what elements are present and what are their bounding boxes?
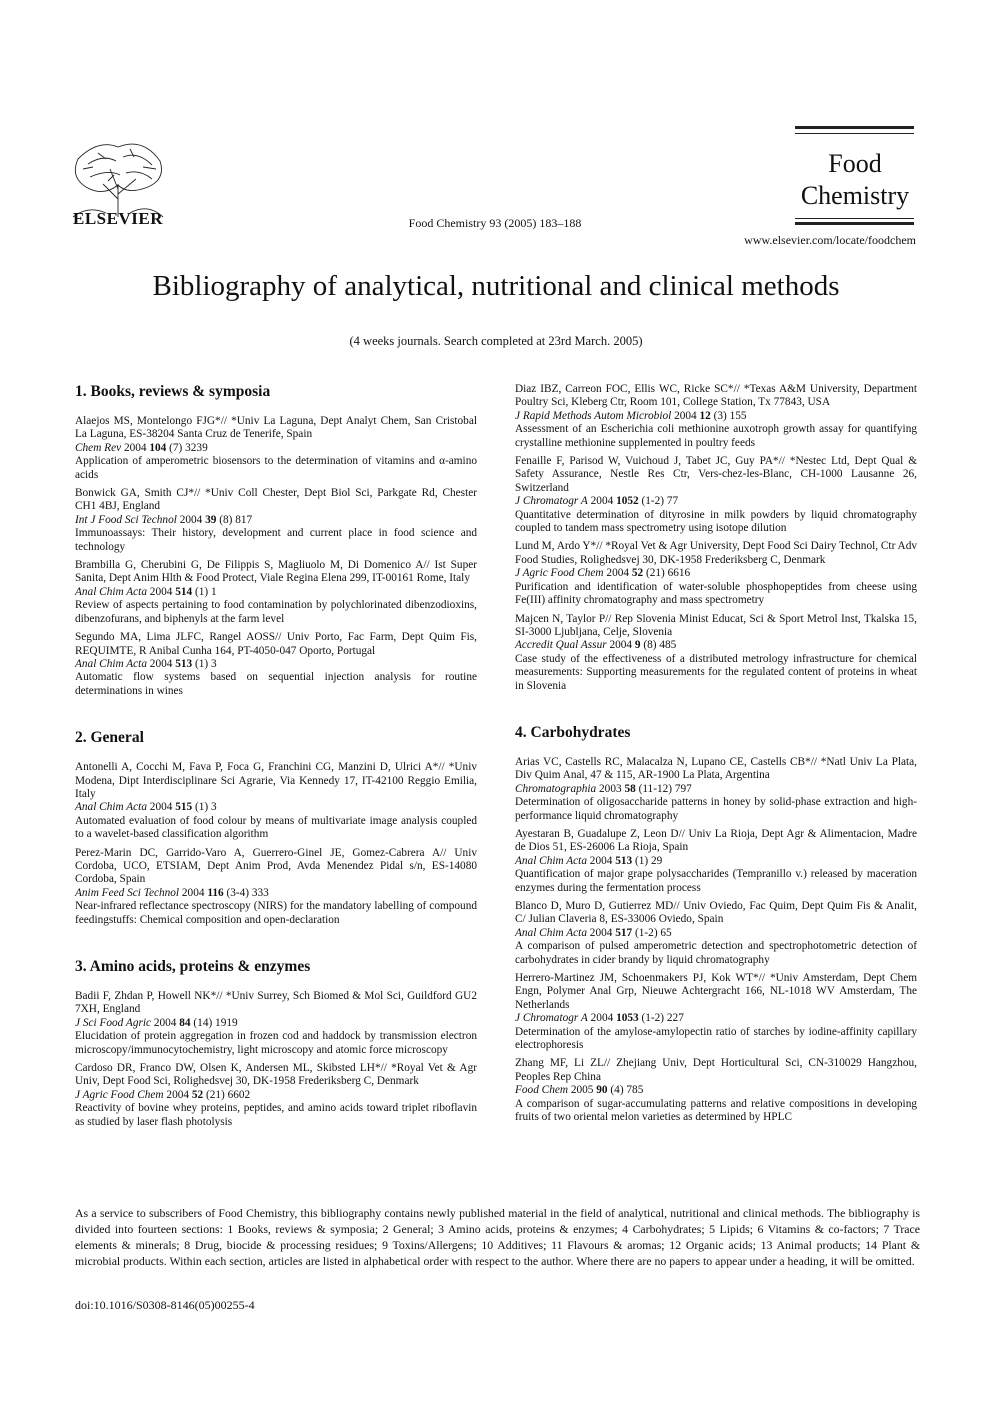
entry-volume: 517	[615, 926, 633, 939]
entry-pages: (14) 1919	[193, 1016, 238, 1029]
entry-volume: 58	[624, 782, 636, 795]
entry-journal: Anal Chim Acta	[75, 801, 147, 814]
entry-volume: 84	[179, 1016, 191, 1029]
entry-authors: Badii F, Zhdan P, Howell NK*// *Univ Surrey, Sch Biomed & Mol Sci, Guildford GU2 7XH, England	[75, 990, 477, 1016]
entry-journal: Anal Chim Acta	[515, 854, 587, 867]
entry-year: 2004	[149, 801, 173, 814]
entry-year: 2004	[609, 639, 633, 652]
title-rule-bottom-thin	[795, 218, 914, 219]
entry-journal: J Chromatogr A	[515, 1012, 588, 1025]
journal-title-line2: Chemistry	[800, 181, 910, 210]
entry-journal: Chromatographia	[515, 782, 597, 795]
entry-title: Quantitative determination of dityrosine in milk powders by liquid chromatography coupled to tandem mass spectrometry using isotope dilution	[515, 508, 917, 535]
entry-authors: Perez-Marin DC, Garrido-Varo A, Guerrero-Ginel JE, Gomez-Cabrera A// Univ Cordoba, UCO, ETSIAM, Dept Anim Prod, Avda Menendez Pidal s/n, ES-14080 Cordoba, Spain	[75, 846, 477, 886]
entry-year: 2004	[589, 926, 613, 939]
bibliography-entry	[75, 559, 477, 626]
entry-journal: J Sci Food Agric	[75, 1016, 152, 1029]
section-title: 1. Books, reviews & symposia	[75, 383, 271, 400]
entry-citation	[75, 514, 477, 527]
bibliography-entry	[75, 847, 477, 927]
entry-title: Automated evaluation of food colour by means of multivariate image analysis coupled to a wavelet-based classification algorithm	[75, 814, 477, 841]
entry-pages: (21) 6602	[205, 1088, 251, 1101]
bibliography-entry	[75, 415, 477, 482]
bibliography-entry	[515, 756, 917, 823]
bibliography-entry	[515, 972, 917, 1052]
entry-volume: 12	[699, 409, 711, 422]
entry-pages: (4) 785	[610, 1084, 644, 1097]
entry-pages: (3) 155	[713, 409, 747, 422]
entry-volume: 513	[615, 854, 633, 867]
entry-authors: Diaz IBZ, Carreon FOC, Ellis WC, Ricke SC*// *Texas A&M University, Department Poultry Sci, Kleberg Ctr, Room 101, College Station, Tx 77843, USA	[515, 383, 917, 409]
entry-pages: (1) 29	[635, 854, 663, 867]
doi-link[interactable]: doi:10.1016/S0308-8146(05)00255-4	[75, 1298, 255, 1312]
entry-volume: 90	[596, 1084, 608, 1097]
entry-pages: (21) 6616	[645, 567, 691, 580]
entry-year: 2004	[166, 1088, 190, 1101]
entry-title: Near-infrared reflectance spectroscopy (NIRS) for the mandatory labelling of compound feedingstuffs: Chemical composition and open-declaration	[75, 900, 477, 926]
entry-year: 2004	[149, 585, 173, 598]
page-title: Bibliography of analytical, nutritional and clinical methods	[152, 270, 840, 302]
entry-journal: J Rapid Methods Autom Microbiol	[515, 409, 672, 422]
entry-title: Determination of oligosaccharide patterns in honey by solid-phase extraction and high-performance liquid chromatography	[515, 796, 917, 822]
entry-citation	[75, 1089, 477, 1102]
bibliography-entry	[75, 631, 477, 698]
entry-volume: 1052	[616, 495, 639, 508]
entry-year: 2004	[606, 567, 630, 580]
entry-volume: 513	[175, 657, 193, 670]
entry-authors: Zhang MF, Li ZL// Zhejiang Univ, Dept Horticultural Sci, CN-310029 Hangzhou, Peoples Rep China	[515, 1057, 917, 1083]
journal-title	[780, 148, 930, 212]
entry-title: A comparison of pulsed amperometric detection and spectrophotometric detection of carbohydrates in cider brandy by liquid chromatography	[515, 940, 917, 966]
bibliography-entry	[515, 828, 917, 895]
entry-year: 2004	[149, 657, 173, 670]
entry-pages: (3-4) 333	[226, 886, 269, 899]
entry-title: Purification and identification of water-soluble phosphopeptides from cheese using Fe(III) affinity chromatography and mass spectrometry	[515, 580, 917, 607]
entry-citation	[75, 658, 477, 671]
entry-title: Assessment of an Escherichia coli methionine auxotroph growth assay for quantifying crystalline methionine supplemented in poultry feeds	[515, 423, 917, 449]
section-title: 4. Carbohydrates	[515, 723, 631, 741]
journal-citation: Food Chemistry 93 (2005) 183–188	[408, 216, 582, 230]
entry-authors: Bonwick GA, Smith CJ*// *Univ Coll Chester, Dept Biol Sci, Parkgate Rd, Chester CH1 4BJ, England	[75, 487, 477, 513]
entry-citation	[75, 887, 477, 900]
entry-title: Automatic flow systems based on sequential injection analysis for routine determinations in wines	[75, 671, 477, 697]
entry-year: 2003	[599, 782, 622, 795]
entry-title: Immunoassays: Their history, development and current place in food science and technology	[75, 527, 477, 553]
entry-authors: Ayestaran B, Guadalupe Z, Leon D// Univ La Rioja, Dept Agr & Alimentacion, Madre de Dios 51, ES-26006 La Rioja, Spain	[515, 827, 917, 854]
entry-title: A comparison of sugar-accumulating patterns and relative compositions in developing fruits of two oriental melon varieties as determined by HPLC	[515, 1097, 917, 1124]
section-title: 2. General	[75, 729, 144, 747]
bibliography-entry	[75, 487, 477, 554]
entry-authors: Alaejos MS, Montelongo FJG*// *Univ La Laguna, Dept Analyt Chem, San Cristobal La Laguna, ES-38204 Santa Cruz de Tenerife, Spain	[75, 415, 477, 441]
entry-pages: (1-2) 65	[635, 926, 672, 939]
entry-authors: Arias VC, Castells RC, Malacalza N, Lupano CE, Castells CB*// *Natl Univ La Plata, Div Quim Anal, 47 & 115, AR-1900 La Plata, Argentina	[515, 755, 917, 782]
entry-year: 2004	[153, 1016, 177, 1029]
entry-title: Reactivity of bovine whey proteins, peptides, and amino acids toward triplet riboflavin as studied by laser flash photolysis	[75, 1102, 477, 1128]
entry-citation	[515, 410, 917, 423]
entry-authors: Majcen N, Taylor P// Rep Slovenia Minist Educat, Sci & Sport Metrol Inst, Tkalska 15, SI-3000 Ljubljana, Celje, Slovenia	[515, 612, 917, 638]
entry-year: 2004	[590, 495, 614, 508]
bibliography-entry	[515, 455, 917, 535]
entry-citation	[515, 639, 917, 652]
bibliography-entry	[75, 761, 477, 841]
entry-authors: Lund M, Ardo Y*// *Royal Vet & Agr University, Dept Food Sci Dairy Technol, Ctr Adv Food Studies, Rolighedsvej 30, DK-1958 Frederiksberg C, Denmark	[515, 540, 917, 566]
entry-volume: 1053	[616, 1012, 639, 1025]
left-column	[75, 383, 477, 1134]
entry-pages: (8) 817	[219, 513, 253, 526]
section-amino-acids	[75, 958, 477, 1129]
entry-year: 2005	[570, 1084, 594, 1097]
entry-journal: Anal Chim Acta	[75, 657, 147, 670]
entry-citation	[75, 442, 477, 455]
entry-citation	[515, 783, 917, 796]
bibliography-entry	[515, 900, 917, 967]
entry-journal: Anim Feed Sci Technol	[75, 886, 180, 899]
entry-title: Quantification of major grape polysaccharides (Tempranillo v.) released by maceration enzymes during the fermentation process	[515, 868, 917, 894]
entry-year: 2004	[123, 441, 147, 454]
entry-volume: 39	[205, 513, 217, 526]
entry-volume: 116	[207, 886, 224, 899]
entry-journal: Anal Chim Acta	[75, 585, 147, 598]
bibliography-entry	[75, 1062, 477, 1129]
entry-volume: 514	[175, 585, 193, 598]
entry-authors: Herrero-Martinez JM, Schoenmakers PJ, Kok WT*// *Univ Amsterdam, Dept Chem Engn, Polymer Anal Grp, Nieuwe Achtergracht 166, NL-1018 WV Amsterdam, The Netherlands	[515, 972, 917, 1011]
entry-title: Elucidation of protein aggregation in frozen cod and haddock by transmission electron microscopy/immunocytochemistry, light microscopy and atomic force microscopy	[75, 1030, 477, 1056]
section-title: 3. Amino acids, proteins & enzymes	[75, 958, 311, 975]
section-amino-acids-continued	[515, 383, 917, 693]
title-rule-top	[795, 126, 914, 129]
entry-year: 2004	[674, 409, 697, 422]
entry-pages: (11-12) 797	[638, 782, 692, 795]
entry-pages: (7) 3239	[169, 441, 208, 454]
entry-journal: Food Chem	[515, 1084, 569, 1097]
entry-authors: Segundo MA, Lima JLFC, Rangel AOSS// Univ Porto, Fac Farm, Dept Quim Fis, REQUIMTE, R Anibal Cunha 164, PT-4050-047 Oporto, Portugal	[75, 631, 477, 657]
entry-citation	[515, 927, 917, 940]
entry-journal: J Chromatogr A	[515, 495, 588, 508]
entry-pages: (1) 1	[195, 585, 217, 598]
entry-citation	[515, 1012, 917, 1025]
footer-note: As a service to subscribers of Food Chemistry, this bibliography contains newly published material in the field of analytical, nutritional and clinical methods. The bibliography is divided into fourteen sections: 1 Books, reviews & symposia; 2 General; 3 Amino acids, proteins & enzymes; 4 Carbohydrates; 5 Lipids; 6 Vitamins & co-factors; 7 Trace elements & minerals; 8 Drug, biocide & processing residues; 9 Toxins/Allergens; 10 Additives; 11 Flavours & aromas; 12 Organic acids; 13 Animal products; 14 Plant & microbial products. Within each section, articles are listed in alphabetical order with respect to the author. Where there are no papers to appear under a heading, it will be omitted.	[75, 1206, 920, 1268]
entry-authors: Antonelli A, Cocchi M, Fava P, Foca G, Franchini CG, Manzini D, Ulrici A*// *Univ Modena, Dipt Interdisciplinare Sci Agrarie, Via Kennedy 17, IT-42100 Reggio Emilia, Italy	[75, 761, 477, 800]
page-subtitle: (4 weeks journals. Search completed at 23rd March. 2005)	[349, 334, 643, 348]
entry-authors: Brambilla G, Cherubini G, De Filippis S, Magliuolo M, Di Domenico A// Ist Super Sanita, Dept Anim Hlth & Food Protect, Viale Regina Elena 299, IT-00161 Rome, Italy	[75, 559, 477, 585]
entry-pages: (1) 3	[195, 657, 217, 670]
entry-title: Determination of the amylose-amylopectin ratio of starches by iodine-affinity capillary electrophoresis	[515, 1025, 917, 1052]
entry-citation	[515, 495, 917, 508]
entry-journal: Accredit Qual Assur	[515, 639, 607, 652]
bibliography-entry	[515, 383, 917, 450]
title-rule-bottom	[795, 222, 914, 225]
entry-volume: 515	[175, 801, 193, 814]
section-general	[75, 729, 477, 927]
entry-journal: Chem Rev	[75, 441, 122, 454]
entry-volume: 9	[634, 639, 641, 652]
journal-url-link[interactable]: www.elsevier.com/locate/foodchem	[744, 233, 916, 247]
entry-year: 2004	[590, 1012, 614, 1025]
right-column	[515, 383, 917, 1130]
entry-title: Application of amperometric biosensors to the determination of vitamins and α-amino acids	[75, 455, 477, 481]
entry-citation	[75, 1017, 477, 1030]
entry-volume: 104	[149, 441, 167, 454]
entry-journal: Int J Food Sci Technol	[75, 513, 177, 526]
entry-pages: (1-2) 227	[641, 1012, 684, 1025]
entry-citation	[515, 567, 917, 580]
entry-title: Case study of the effectiveness of a distributed metrology infrastructure for chemical measurements: Supporting measurements for the regulated content of proteins in wheat in Slovenia	[515, 652, 917, 692]
section-books-reviews	[75, 383, 477, 698]
entry-pages: (8) 485	[643, 639, 677, 652]
entry-citation	[75, 586, 477, 599]
entry-pages: (1-2) 77	[641, 495, 679, 508]
entry-citation	[75, 801, 477, 814]
publisher-name: ELSEVIER	[73, 209, 163, 228]
entry-citation	[515, 1084, 917, 1097]
journal-title-line1: Food	[828, 149, 882, 178]
title-rule-top-thin	[795, 133, 914, 134]
entry-year: 2004	[589, 854, 613, 867]
bibliography-entry	[515, 1057, 917, 1124]
bibliography-entry	[515, 540, 917, 607]
entry-pages: (1) 3	[195, 801, 217, 814]
entry-journal: Anal Chim Acta	[515, 926, 587, 939]
entry-authors: Blanco D, Muro D, Gutierrez MD// Univ Oviedo, Fac Quim, Dept Quim Fis & Analit, C/ Julian Claveria 8, ES-33006 Oviedo, Spain	[515, 900, 917, 926]
entry-authors: Fenaille F, Parisod W, Vuichoud J, Tabet JC, Guy PA*// *Nestec Ltd, Dept Qual & Safety Assurance, Nestle Res Ctr, Vers-chez-les-Blanc, CH-1000 Lausanne 26, Switzerland	[515, 455, 917, 494]
bibliography-entry	[515, 613, 917, 693]
entry-year: 2004	[179, 513, 203, 526]
entry-citation	[515, 855, 917, 868]
entry-year: 2004	[181, 886, 205, 899]
entry-title: Review of aspects pertaining to food contamination by polychlorinated dibenzodioxins, dibenzofurans, and biphenyls at the farm level	[75, 599, 477, 625]
entry-volume: 52	[631, 567, 644, 580]
entry-volume: 52	[191, 1088, 204, 1101]
bibliography-entry	[75, 990, 477, 1057]
entry-journal: J Agric Food Chem	[75, 1088, 164, 1101]
section-carbohydrates	[515, 724, 917, 1125]
entry-authors: Cardoso DR, Franco DW, Olsen K, Andersen ML, Skibsted LH*// *Royal Vet & Agr Univ, Dept Food Sci, Rolighedsvej 30, DK-1958 Frederiksberg C, Denmark	[75, 1062, 477, 1088]
entry-journal: J Agric Food Chem	[515, 567, 604, 580]
